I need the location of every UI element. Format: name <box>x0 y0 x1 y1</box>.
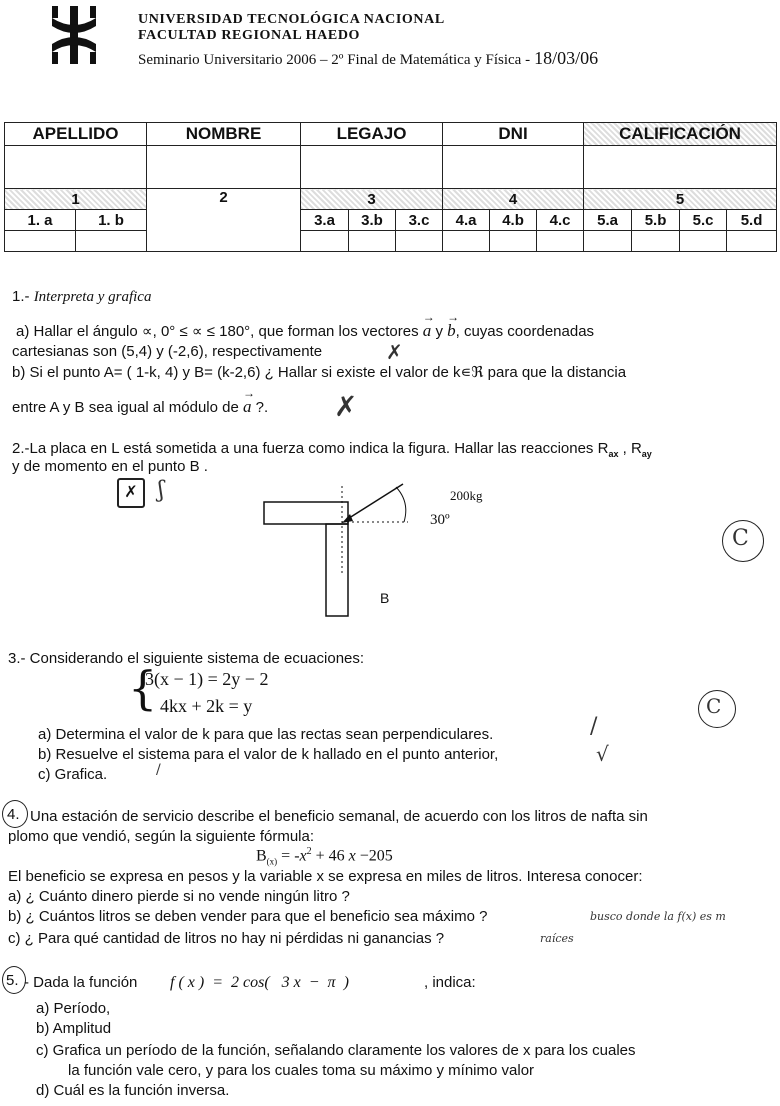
q1-b-line2: entre A y B sea igual al módulo de → a ?. <box>12 396 268 418</box>
score-4c[interactable] <box>537 231 584 252</box>
exam-date: 18/03/06 <box>534 48 599 68</box>
q2-line2: y de momento en el punto B . <box>12 458 208 475</box>
boxed-mark: ✗ <box>117 478 145 508</box>
plate-vertical <box>326 524 348 616</box>
sub-3c: 3.c <box>396 210 443 231</box>
check-q3c: / <box>156 762 161 778</box>
q2-line1: 2.-La placa en L está sometida a una fuerza como indica la figura. Hallar las reacciones $R_{ax}$ , $R_{ay}$ <box>12 440 652 459</box>
q4-number: 4. <box>7 806 20 823</box>
angle-label: 30º <box>430 512 450 528</box>
sub-4c: 4.c <box>537 210 584 231</box>
hand-mark-q2: ʃ <box>158 478 164 503</box>
score-3c[interactable] <box>396 231 443 252</box>
score-1b[interactable] <box>76 231 147 252</box>
q5-c2: la función vale cero, y para los cuales toma su máximo y mínimo valor <box>68 1062 535 1079</box>
grade-table <box>4 122 777 252</box>
q4-line1: Una estación de servicio describe el beneficio semanal, de acuerdo con los litros de nafta sin <box>30 808 648 825</box>
faculty-name: FACULTAD REGIONAL HAEDO <box>138 28 361 43</box>
sub-5c: 5.c <box>680 210 727 231</box>
header-calificacion: CALIFICACIÓN <box>584 123 777 146</box>
sub-4a: 4.a <box>443 210 490 231</box>
equation-2: 4kx + 2k = y <box>160 696 253 716</box>
q1-b-line1: b) Si el punto A= ( 1-k, 4) y B= (k-2,6) ¿ Hallar si existe el valor de k∊ℜ para que la distancia <box>12 364 627 381</box>
score-5b[interactable] <box>632 231 680 252</box>
circled-letter-q3: C <box>706 694 722 718</box>
group-2: 2 <box>219 189 228 206</box>
nombre-field[interactable] <box>147 146 301 189</box>
score-5a[interactable] <box>584 231 632 252</box>
sub-1a: 1. a <box>5 210 76 231</box>
exam-title: Seminario Universitario 2006 – 2º Final de Matemática y Física - 18/03/06 <box>138 48 599 68</box>
circled-letter-q2: C <box>732 526 749 551</box>
university-name: UNIVERSIDAD TECNOLÓGICA NACIONAL <box>138 12 445 27</box>
plate-horizontal <box>264 502 348 524</box>
check-mark-q1b: ✗ <box>334 390 358 423</box>
score-4a[interactable] <box>443 231 490 252</box>
group-1: 1 <box>5 189 147 210</box>
q5-b: b) Amplitud <box>36 1020 112 1037</box>
equation-brace: { <box>128 661 158 715</box>
q5-intro: - Dada la función <box>24 974 138 991</box>
q5-c1: c) Grafica un período de la función, señalando claramente los valores de x para los cuales <box>36 1042 636 1059</box>
header-nombre: NOMBRE <box>147 123 301 146</box>
calificacion-field[interactable] <box>584 146 777 189</box>
vector-b: → b <box>447 320 456 341</box>
score-3a[interactable] <box>301 231 349 252</box>
q5-function: f ( x ) = 2 cos( 3 x − π ) <box>170 974 349 991</box>
header-dni: DNI <box>443 123 584 146</box>
q1-a-line2: cartesianas son (5,4) y (-2,6), respectivamente <box>12 343 323 360</box>
check-q3a: / <box>590 714 598 739</box>
score-5c[interactable] <box>680 231 727 252</box>
q4-b: b) ¿ Cuántos litros se deben vender para que el beneficio sea máximo ? <box>8 908 488 925</box>
q3-title: 3.- Considerando el siguiente sistema de ecuaciones: <box>8 650 365 667</box>
force-label: 200kg <box>450 488 483 503</box>
score-1a[interactable] <box>5 231 76 252</box>
score-3b[interactable] <box>349 231 396 252</box>
q4-line3: El beneficio se expresa en pesos y la variable x se expresa en miles de litros. Interesa conocer: <box>8 868 643 885</box>
sub-5d: 5.d <box>727 210 777 231</box>
utn-logo <box>50 6 98 64</box>
sub-5a: 5.a <box>584 210 632 231</box>
legajo-field[interactable] <box>301 146 443 189</box>
header-legajo: LEGAJO <box>301 123 443 146</box>
group-2-cell <box>147 189 301 252</box>
sub-3b: 3.b <box>349 210 396 231</box>
q3-a: a) Determina el valor de k para que las rectas sean perpendiculares. <box>38 726 494 743</box>
apellido-field[interactable] <box>5 146 147 189</box>
q1-title: 1.- Interpreta y grafica <box>12 288 152 305</box>
score-4b[interactable] <box>490 231 537 252</box>
sub-3a: 3.a <box>301 210 349 231</box>
angle-arc <box>396 487 406 522</box>
check-q3b: √ <box>596 742 609 766</box>
group-4: 4 <box>443 189 584 210</box>
q4-line2: plomo que vendió, según la siguiente fórmula: <box>8 828 315 845</box>
dni-field[interactable] <box>443 146 584 189</box>
q3-c: c) Grafica. <box>38 766 108 783</box>
check-mark-q1a: ✗ <box>386 340 403 364</box>
vector-a-2: → a <box>243 396 252 417</box>
group-3: 3 <box>301 189 443 210</box>
q5-d: d) Cuál es la función inversa. <box>36 1082 230 1099</box>
equation-1: 3(x − 1) = 2y − 2 <box>145 669 269 689</box>
group-5: 5 <box>584 189 777 210</box>
sub-5b: 5.b <box>632 210 680 231</box>
q4-c: c) ¿ Para qué cantidad de litros no hay ni pérdidas ni ganancias ? <box>8 930 445 947</box>
q1-a-line1: a) Hallar el ángulo ∝, 0° ≤ ∝ ≤ 180°, que forman los vectores → a y → b, cuyas coordenadas <box>16 320 594 342</box>
sub-4b: 4.b <box>490 210 537 231</box>
vector-a: → a <box>423 320 432 341</box>
q4-formula: $B_{(x)} = -x^2 + 46$ x −205 <box>256 846 393 867</box>
handwritten-note-q4c: raíces <box>540 932 574 945</box>
q5-a: a) Período, <box>36 1000 111 1017</box>
q4-a: a) ¿ Cuánto dinero pierde si no vende ningún litro ? <box>8 888 350 905</box>
l-plate-diagram <box>258 474 418 622</box>
q5-intro-end: , indica: <box>424 974 476 991</box>
score-5d[interactable] <box>727 231 777 252</box>
point-b-label: B <box>380 590 390 606</box>
sub-1b: 1. b <box>76 210 147 231</box>
q3-b: b) Resuelve el sistema para el valor de k hallado en el punto anterior, <box>38 746 499 763</box>
force-vector <box>346 484 403 520</box>
handwritten-note-q4b: busco donde la f(x) es m <box>590 910 726 923</box>
header-apellido: APELLIDO <box>5 123 147 146</box>
q5-number: 5. <box>6 972 19 989</box>
